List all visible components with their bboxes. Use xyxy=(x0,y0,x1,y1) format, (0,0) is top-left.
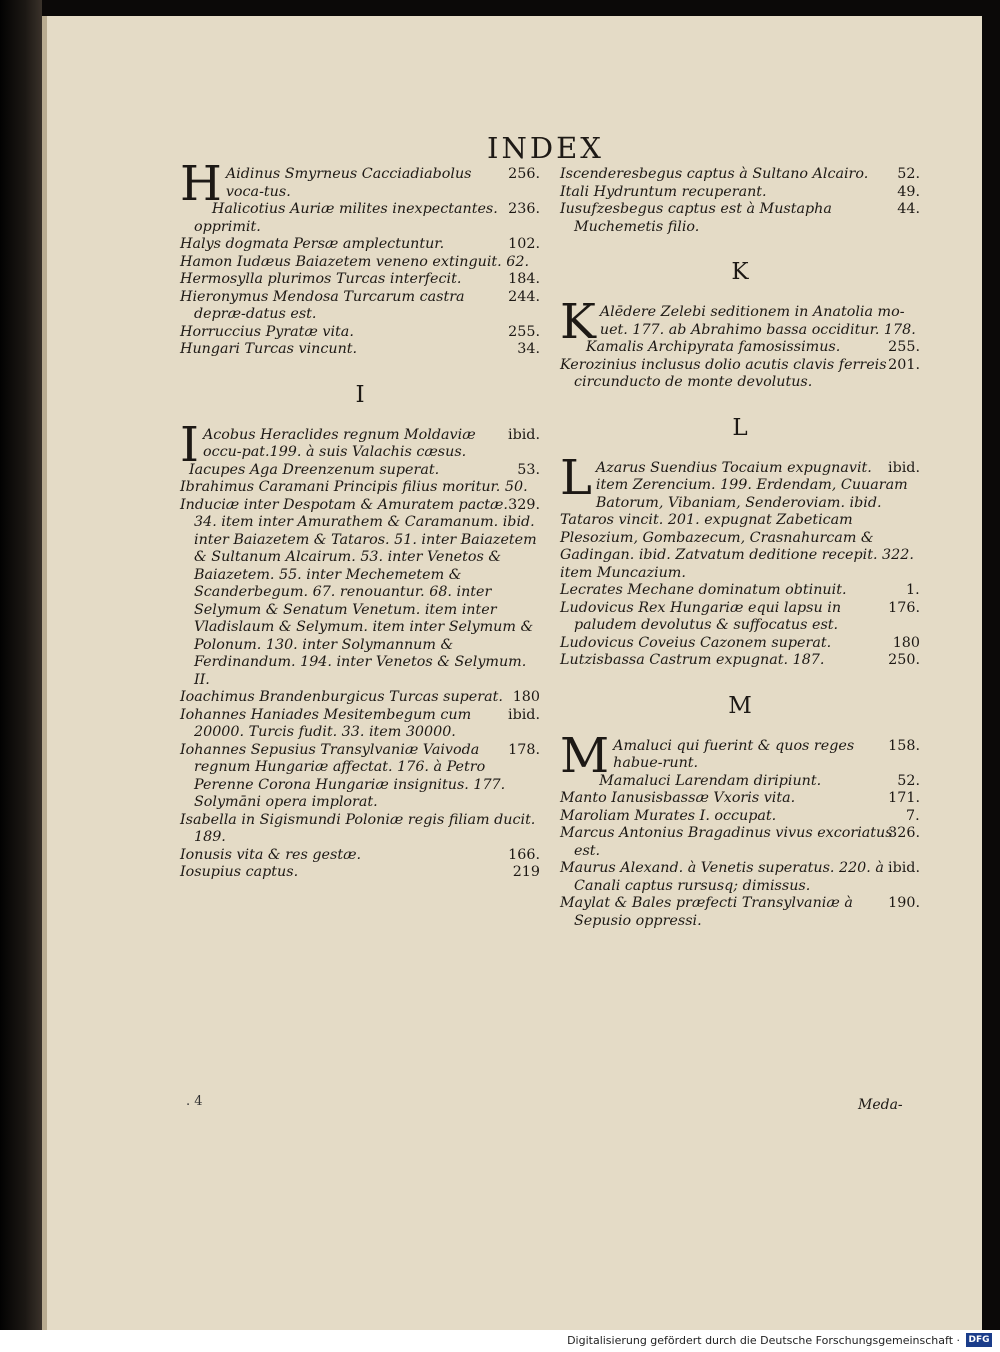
index-entry xyxy=(180,324,540,342)
index-entry xyxy=(560,790,920,808)
index-entry: 1. Lecrates Mechane dominatum obtinuit. xyxy=(560,582,920,598)
index-entry xyxy=(180,864,540,882)
page-number: 49. xyxy=(897,183,920,200)
right-column xyxy=(560,166,920,930)
drop-cap: H xyxy=(180,156,222,212)
entry-text: Acobus Heraclides regnum Moldaviæ occu-pat.199. à suis Valachis cæsus. xyxy=(202,426,476,460)
page-number: ibid. xyxy=(888,459,920,476)
page-number: 326. xyxy=(888,825,920,841)
section-letter: I xyxy=(355,381,365,408)
index-entry: 7. Maroliam Murates I. occupat. xyxy=(560,807,920,824)
entry-text: Ludovicus Coveius Cazonem superat. xyxy=(560,634,832,651)
entry-text: Iusufzesbegus captus est à Mustapha Muchemetis filio. xyxy=(560,201,832,235)
entry-text: Hieronymus Mendosa Turcarum castra depræ-datus est. xyxy=(180,288,465,322)
book-spine xyxy=(0,0,42,1330)
index-entry xyxy=(560,357,920,392)
index-entry xyxy=(180,254,540,272)
page-number: 256. xyxy=(508,166,540,182)
entry-text: Azarus Suendius Tocaium expugnavit. item Zerencium. 199. Erdendam, Cuuaram Batorum, Vibaniam, Senderoviam. ibid. Tataros vincit. 201. expugnat Zabeticam Plesozium, Gombazecum, Crasnahurcam & Gadingan. ibid. Zatvatum deditione recepit. 322. item Muncazium. xyxy=(560,459,914,581)
index-entry xyxy=(560,895,920,930)
page-number: 102. xyxy=(508,236,540,252)
entry-text: Marcus Antonius Bragadinus vivus excoriatus est. xyxy=(560,825,893,859)
page-number: 250. xyxy=(888,652,920,668)
index-entry xyxy=(560,773,920,791)
page-number: ibid. xyxy=(508,426,540,443)
left-column xyxy=(180,156,540,882)
section-letter: K xyxy=(731,259,749,285)
catchword: Meda- xyxy=(858,1097,903,1113)
index-entry xyxy=(180,271,540,289)
page-number: 180 xyxy=(892,634,920,651)
page-number: 184. xyxy=(508,271,540,287)
entry-text: Ionusis vita & res gestæ. xyxy=(180,846,362,863)
page-number: 176. xyxy=(888,599,920,616)
entry-text: Iohannes Haniades Mesitembegum cum 20000. Turcis fudit. 33. item 30000. xyxy=(180,706,472,740)
entry-text: Ludovicus Rex Hungariæ equi lapsu in paludem devolutus & suffocatus est. xyxy=(560,599,842,633)
entry-text: Iacupes Aga Dreenzenum superat. xyxy=(188,461,440,478)
index-entry xyxy=(560,166,920,184)
page-number: 53. xyxy=(517,461,540,478)
dfg-logo-icon: DFG xyxy=(966,1333,992,1347)
page-number: 34. xyxy=(517,341,540,357)
index-entry xyxy=(560,449,920,583)
index-entry xyxy=(180,689,540,707)
entry-text: Iscenderesbegus captus à Sultano Alcairo. xyxy=(560,166,869,182)
entry-text: Itali Hydruntum recuperant. xyxy=(560,183,767,200)
entry-text: Horruccius Pyratæ vita. xyxy=(180,323,354,340)
entry-text: Hamon Iudæus Baiazetem veneno extinguit. 62. xyxy=(180,253,529,270)
entry-text: Halicotius Auriæ milites inexpectantes. opprimit. xyxy=(194,201,498,235)
page-number: 171. xyxy=(888,790,920,806)
entry-text: Hermosylla plurimos Turcas interfecit. xyxy=(180,271,462,287)
entry-text: Maylat & Bales præfecti Transylvaniæ à Sepusio oppressi. xyxy=(560,895,853,929)
entry-text: Maroliam Murates I. occupat. xyxy=(560,807,777,824)
index-entry xyxy=(560,201,920,236)
index-entry xyxy=(560,184,920,202)
section-letter: M xyxy=(728,692,752,719)
index-entry xyxy=(560,652,920,670)
entry-text: Induciæ inter Despotam & Amuratem pactæ. 34. item inter Amurathem & Caramanum. ibid. inter Baiazetem & Tataros. 51. inter Baiazetem & Sultanum Alcairum. 53. inter Venetos & Baiazetem. 55. inter Mechemetem & Scanderbegum. 67. renouantur. 68. inter Selymum & Senatum Venetum. item inter Vladislaum & Selymum. item inter Selymum & Polonum. 130. inter Solymannum & Ferdinandum. 194. inter Venetos & Selymum. II. xyxy=(180,496,537,688)
drop-cap: L xyxy=(560,449,592,506)
page-number: 52. xyxy=(897,166,920,182)
index-entry xyxy=(560,600,920,635)
entry-text: Ioachimus Brandenburgicus Turcas superat. xyxy=(180,689,503,705)
page-number: 236. xyxy=(508,201,540,217)
page-number: ibid. xyxy=(508,706,540,723)
index-entry xyxy=(180,479,540,497)
page-number: 44. xyxy=(897,201,920,217)
entry-text: Maurus Alexand. à Venetis superatus. 220. à Canali captus rursusq; dimissus. xyxy=(560,860,884,894)
page-number: 255. xyxy=(888,339,920,355)
entry-text: Kerozinius inclusus dolio acutis clavis ferreis circunducto de monte devolutus. xyxy=(560,356,887,390)
page-number: 158. xyxy=(888,737,920,754)
index-entry xyxy=(180,497,540,690)
page-number: 219 xyxy=(512,864,540,880)
page-number: 52. xyxy=(897,772,920,789)
index-entry xyxy=(180,812,540,847)
footer-credit: Digitalisierung gefördert durch die Deutsche Forschungsgemeinschaft · xyxy=(567,1334,960,1347)
page-number: 255. xyxy=(508,323,540,340)
page-fragment: . 4 xyxy=(186,1094,203,1109)
index-entry xyxy=(180,236,540,254)
entry-text: Isabella in Sigismundi Poloniæ regis filiam ducit. 189. xyxy=(180,811,536,845)
entry-text: Mamaluci Larendam diripiunt. xyxy=(599,772,822,789)
entry-text: Kamalis Archipyrata famosissimus. xyxy=(585,339,841,355)
footer-bar xyxy=(0,1330,1000,1352)
entry-text: Iohannes Sepusius Transylvaniæ Vaivoda regnum Hungariæ affectat. 176. à Petro Perenne Corona Hungariæ insignitus. 177. Solymāni opera implorat. xyxy=(180,741,506,810)
index-entry xyxy=(560,860,920,895)
drop-cap: I xyxy=(180,416,199,473)
page-number: 178. xyxy=(508,741,540,758)
index-entry xyxy=(180,742,540,812)
index-entry xyxy=(560,339,920,357)
page-number: 190. xyxy=(888,895,920,911)
index-entry xyxy=(180,462,540,480)
page-number: ibid. xyxy=(888,860,920,876)
entry-text: Alēdere Zelebi seditionem in Anatolia mo-uet. 177. ab Abrahimo bassa occiditur. 178. xyxy=(599,304,916,338)
index-entry xyxy=(180,289,540,324)
entry-text: Halys dogmata Persæ amplectuntur. xyxy=(180,236,445,252)
page-number: 329. xyxy=(508,496,540,513)
entry-text: Amaluci qui fuerint & quos reges habue-runt. xyxy=(613,737,855,771)
page-number: 180 xyxy=(512,689,540,705)
entry-text: Aidinus Smyrneus Cacciadiabolus voca-tus. xyxy=(225,166,472,200)
page-number: 166. xyxy=(508,846,540,863)
entry-text: Ibrahimus Caramani Principis filius moritur. 50. xyxy=(180,479,528,495)
index-entry xyxy=(560,635,920,653)
index-entry xyxy=(180,341,540,359)
index-entry xyxy=(560,825,920,860)
index-entry xyxy=(180,847,540,865)
section-letter: L xyxy=(732,414,748,441)
index-entry xyxy=(180,707,540,742)
page-number: 244. xyxy=(508,288,540,305)
entry-text: Manto Ianusisbassæ Vxoris vita. xyxy=(560,790,796,806)
page-title: INDEX xyxy=(487,131,604,165)
index-entry xyxy=(180,201,540,236)
entry-text: Lecrates Mechane dominatum obtinuit. xyxy=(560,582,847,598)
page-number: 201. xyxy=(888,356,920,373)
drop-cap: M xyxy=(560,727,610,784)
entry-text: Hungari Turcas vincunt. xyxy=(180,341,358,357)
entry-text: Iosupius captus. xyxy=(180,864,299,880)
drop-cap: K xyxy=(560,294,596,350)
entry-text: Lutzisbassa Castrum expugnat. 187. xyxy=(560,652,825,668)
